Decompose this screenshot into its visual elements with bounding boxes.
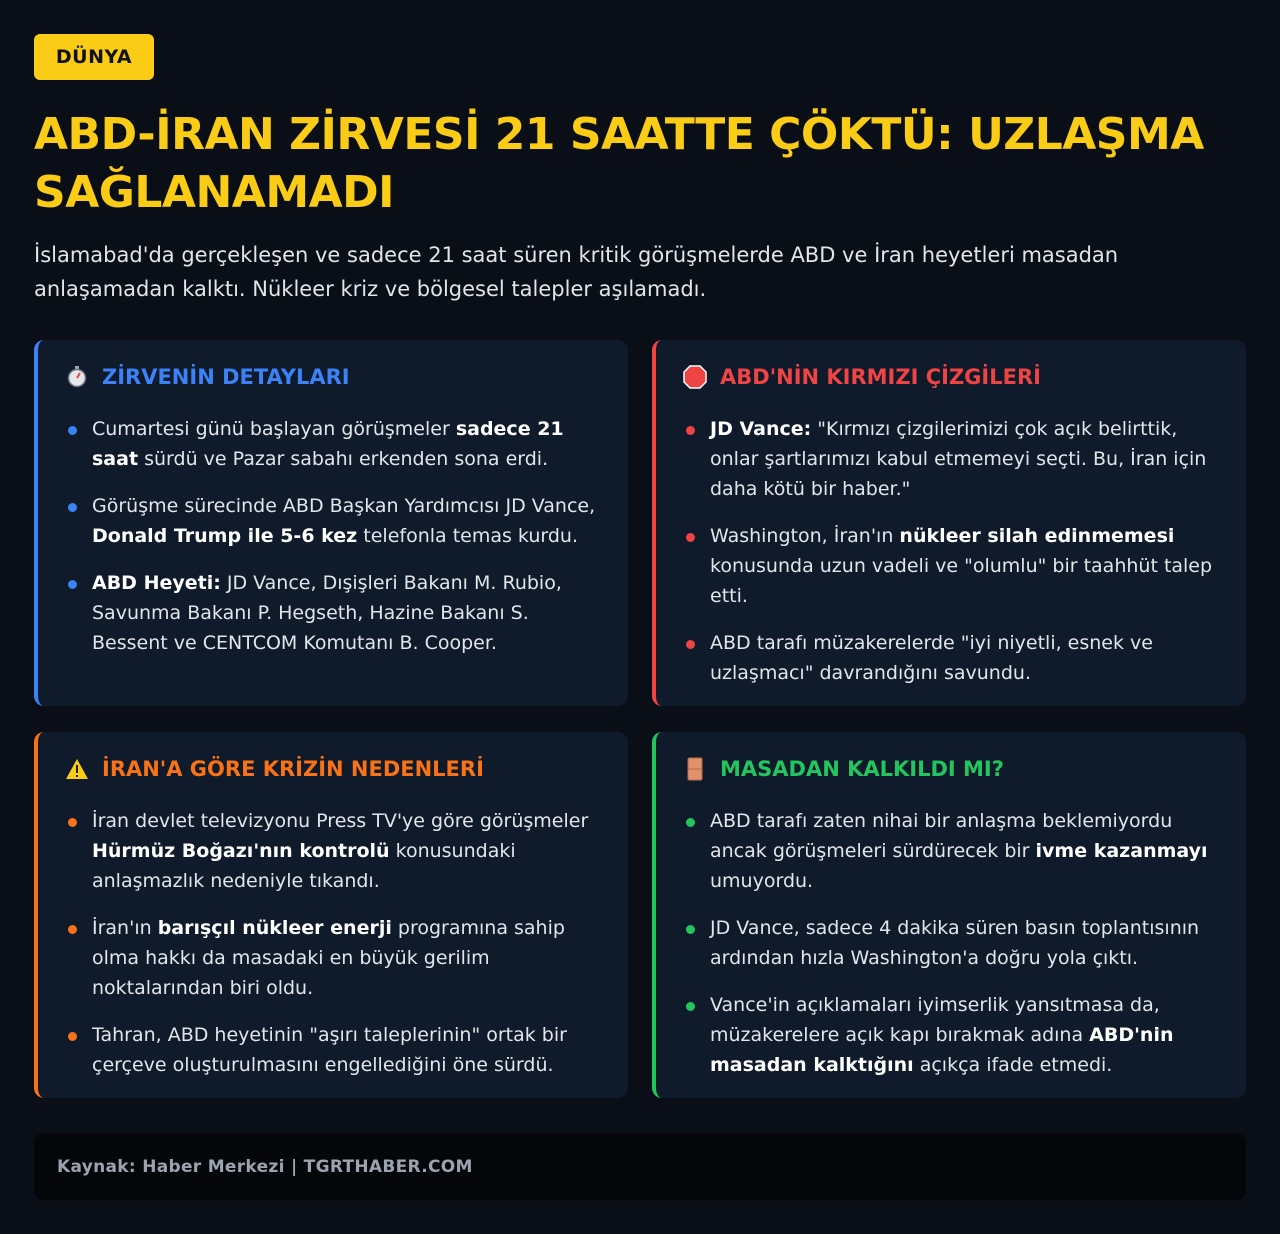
text: İran devlet televizyonu Press TV'ye göre görüşmeler <box>92 810 589 832</box>
text: umuyordu. <box>710 870 814 892</box>
info-card <box>34 340 628 706</box>
text: ABD tarafı zaten nihai bir anlaşma beklemiyordu ancak görüşmeleri sürdürecek bir <box>710 810 1173 862</box>
bullet-list <box>64 806 600 1080</box>
bold-text: nükleer silah edinmemesi <box>899 525 1175 547</box>
list-item <box>682 913 1218 973</box>
list-item <box>682 414 1218 504</box>
list-item <box>64 913 600 1003</box>
list-item <box>64 806 600 896</box>
bullet-list <box>682 806 1218 1080</box>
text: "Kırmızı çizgilerimizi çok açık belirttik, onlar şartlarımızı kabul etmemeyi seçti. Bu, İran için daha kötü bir haber." <box>710 418 1207 500</box>
text: Tahran, ABD heyetinin "aşırı taleplerinin" ortak bir çerçeve oluşturulmasını engellediğini öne sürdü. <box>92 1024 567 1076</box>
text: JD Vance, Dışişleri Bakanı M. Rubio, Savunma Bakanı P. Hegseth, Hazine Bakanı S. Bessent ve CENTCOM Komutanı B. Cooper. <box>92 572 562 654</box>
info-card <box>652 732 1246 1098</box>
text: İran'ın <box>92 917 158 939</box>
text: Washington, İran'ın <box>710 525 900 547</box>
bold-text: barışçıl nükleer enerji <box>157 917 392 939</box>
text: sürdü ve Pazar sabahı erkenden sona erdi. <box>138 448 549 470</box>
summary: İslamabad'da gerçekleşen ve sadece 21 saat süren kritik görüşmelerde ABD ve İran heyetleri masadan anlaşamadan kalktı. Nükleer kriz ve bölgesel talepler aşılamadı. <box>34 243 1119 301</box>
headline: ABD-İRAN ZİRVESİ 21 SAATTE ÇÖKTÜ: UZLAŞMA SAĞLANAMADI <box>34 109 1204 218</box>
info-card <box>652 340 1246 706</box>
list-item <box>64 414 600 474</box>
list-item <box>64 491 600 551</box>
card-title <box>682 364 1218 390</box>
list-item <box>682 990 1218 1080</box>
card-title <box>64 756 600 782</box>
text: telefonla temas kurdu. <box>357 525 579 547</box>
bullet-list <box>682 414 1218 688</box>
info-card <box>34 732 628 1098</box>
text: Vance'in açıklamaları iyimserlik yansıtmasa da, müzakerelere açık kapı bırakmak adına <box>710 994 1160 1046</box>
text: programına sahip olma hakkı da masadaki en büyük gerilim noktalarından biri oldu. <box>92 917 565 999</box>
stopwatch-icon <box>64 366 90 388</box>
bold-text: sadece 21 saat <box>92 418 564 470</box>
card-title-text: MASADAN KALKILDI MI? <box>720 757 1004 781</box>
text: açıkça ifade etmedi. <box>913 1054 1113 1076</box>
bold-text: Hürmüz Boğazı'nın kontrolü <box>92 840 390 862</box>
bold-text: ivme kazanmayı <box>1035 840 1208 862</box>
text: konusunda uzun vadeli ve "olumlu" bir taahhüt talep etti. <box>710 555 1213 607</box>
category-badge: DÜNYA <box>34 34 154 80</box>
text: Görüşme sürecinde ABD Başkan Yardımcısı JD Vance, <box>92 495 596 517</box>
text: JD Vance, sadece 4 dakika süren basın toplantısının ardından hızla Washington'a doğru yola çıktı. <box>710 917 1200 969</box>
card-title <box>682 756 1218 782</box>
list-item <box>682 521 1218 611</box>
card-title-text: İRAN'A GÖRE KRİZİN NEDENLERİ <box>102 757 484 781</box>
door-icon <box>682 757 708 781</box>
card-title <box>64 364 600 390</box>
bold-text: JD Vance: <box>710 418 812 440</box>
list-item <box>64 1020 600 1080</box>
text: ABD tarafı müzakerelerde "iyi niyetli, esnek ve uzlaşmacı" davrandığını savundu. <box>710 632 1153 684</box>
bold-text: Donald Trump ile 5-6 kez <box>92 525 358 547</box>
bold-text: ABD Heyeti: <box>92 572 221 594</box>
card-title-text: ZİRVENİN DETAYLARI <box>102 365 350 389</box>
list-item <box>64 568 600 658</box>
bold-text: ABD'nin masadan kalktığını <box>710 1024 1174 1076</box>
stop-sign-icon <box>682 365 708 389</box>
text: konusundaki anlaşmazlık nedeniyle tıkandı. <box>92 840 516 892</box>
list-item <box>682 628 1218 688</box>
warning-icon <box>64 758 90 780</box>
bullet-list <box>64 414 600 658</box>
source-footer: Kaynak: Haber Merkezi | TGRTHABER.COM <box>34 1133 1246 1200</box>
list-item <box>682 806 1218 896</box>
text: Cumartesi günü başlayan görüşmeler <box>92 418 456 440</box>
card-title-text: ABD'NİN KIRMIZI ÇİZGİLERİ <box>720 365 1041 389</box>
